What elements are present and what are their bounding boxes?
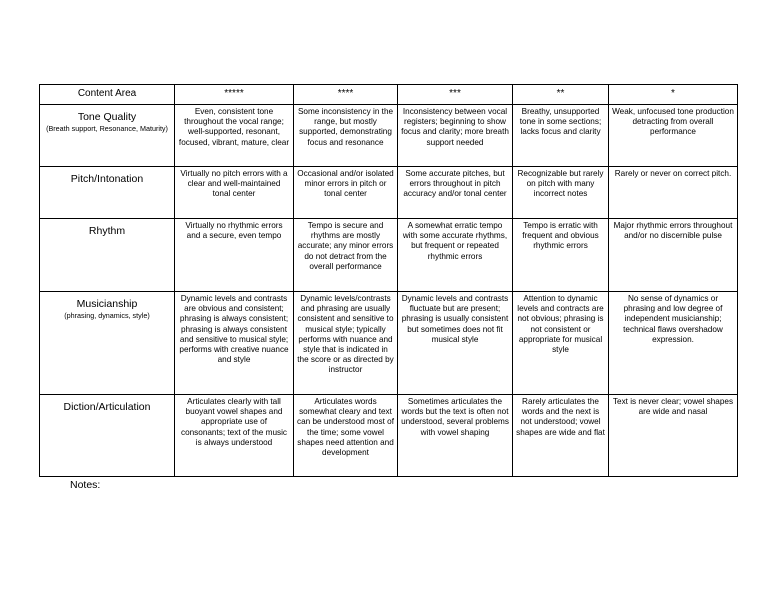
rubric-cell: Breathy, unsupported tone in some sections; lacks focus and clarity (513, 105, 609, 167)
rubric-cell: Sometimes articulates the words but the text is often not understood, several problems with vowel shaping (398, 395, 513, 477)
area-subtitle: (Breath support, Resonance, Maturity) (46, 124, 168, 133)
rubric-cell: Weak, unfocused tone production detracting from overall performance (609, 105, 738, 167)
area-cell (40, 292, 175, 395)
rubric-cell: Inconsistency between vocal registers; beginning to show focus and clarity; more breath support needed (398, 105, 513, 167)
area-cell (40, 219, 175, 292)
header-three-stars: *** (398, 85, 513, 105)
area-subtitle: (phrasing, dynamics, style) (64, 311, 150, 320)
rubric-cell: Articulates words somewhat cleary and text can be understood most of the time; some vowel shapes need attention and development (294, 395, 398, 477)
rubric-cell: Virtually no pitch errors with a clear and well-maintained tonal center (175, 167, 294, 219)
table-row-tone-quality (40, 105, 738, 167)
rubric-cell: Dynamic levels and contrasts are obvious and consistent; phrasing is always consistent; phrasing is always consistent and sensitive to musical style; performs with creative nuance and style (175, 292, 294, 395)
rubric-cell: Even, consistent tone throughout the vocal range; well-supported, resonant, focused, vibrant, mature, clear (175, 105, 294, 167)
area-cell (40, 395, 175, 477)
header-four-stars: **** (294, 85, 398, 105)
rubric-cell: Articulates clearly with tall buoyant vowel shapes and appropriate use of consonants; text of the music is always understood (175, 395, 294, 477)
rubric-cell: Some inconsistency in the range, but mostly supported, demonstrating focus and resonance (294, 105, 398, 167)
rubric-cell: No sense of dynamics or phrasing and low degree of independent musicianship; technical flaws overshadow expression. (609, 292, 738, 395)
header-five-stars: ***** (175, 85, 294, 105)
rubric-cell: Dynamic levels and contrasts fluctuate but are present; phrasing is usually consistent but sometimes does not fit musical style (398, 292, 513, 395)
notes-label: Notes: (70, 479, 101, 491)
header-content-area: Content Area (40, 85, 175, 105)
table-row-rhythm (40, 219, 738, 292)
header-one-star: * (609, 85, 738, 105)
table-row-diction-articulation (40, 395, 738, 477)
rubric-cell: Virtually no rhythmic errors and a secure, even tempo (175, 219, 294, 292)
area-title: Musicianship (76, 298, 138, 310)
rubric-cell: Major rhythmic errors throughout and/or no discernible pulse (609, 219, 738, 292)
table-row-musicianship (40, 292, 738, 395)
rubric-cell: Rarely articulates the words and the next is not understood; vowel shapes are wide and flat (513, 395, 609, 477)
area-title: Tone Quality (77, 111, 137, 123)
rubric-cell: Occasional and/or isolated minor errors in pitch or tonal center (294, 167, 398, 219)
rubric-cell: Tempo is secure and rhythms are mostly accurate; any minor errors do not detract from the overall performance (294, 219, 398, 292)
area-cell (40, 167, 175, 219)
rubric-cell: Recognizable but rarely on pitch with many incorrect notes (513, 167, 609, 219)
area-title: Diction/Articulation (63, 401, 151, 413)
area-title: Pitch/Intonation (70, 173, 144, 185)
rubric-cell: A somewhat erratic tempo with some accurate rhythms, but frequent or repeated rhythmic errors (398, 219, 513, 292)
rubric-cell: Text is never clear; vowel shapes are wide and nasal (609, 395, 738, 477)
rubric-cell: Some accurate pitches, but errors throughout in pitch accuracy and/or tonal center (398, 167, 513, 219)
header-two-stars: ** (513, 85, 609, 105)
rubric-cell: Rarely or never on correct pitch. (609, 167, 738, 219)
rubric-cell: Dynamic levels/contrasts and phrasing are usually consistent and sensitive to musical style; typically performs with nuance and style that is indicated in the score or as directed by instructor (294, 292, 398, 395)
rubric-cell: Tempo is erratic with frequent and obvious rhythmic errors (513, 219, 609, 292)
rubric-table (39, 84, 738, 477)
table-row-pitch-intonation (40, 167, 738, 219)
area-cell (40, 105, 175, 167)
header-row (40, 85, 738, 105)
rubric-cell: Attention to dynamic levels and contracts are not obvious; phrasing is not consistent or appropriate for musical style (513, 292, 609, 395)
area-title: Rhythm (88, 225, 126, 237)
